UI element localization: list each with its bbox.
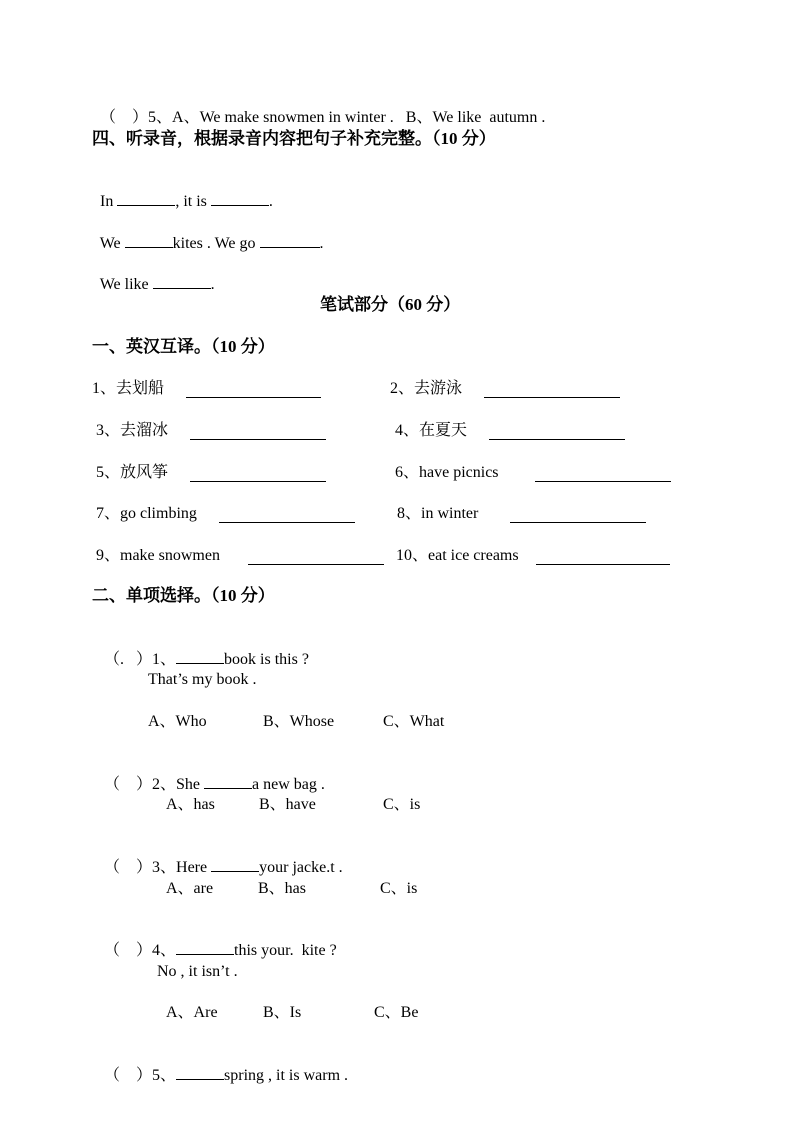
option-c: C、is (383, 796, 421, 813)
fill-line-2 (92, 213, 324, 254)
section-4-heading: 四、听录音，根据录音内容把句子补充完整。（10 分） (92, 129, 496, 148)
option-a: A、are (166, 880, 214, 897)
item-label: 6、have picnics (395, 464, 499, 481)
translate-item-1 (92, 379, 164, 399)
section-1-heading: 一、英汉互译。（10 分） (92, 337, 275, 356)
item-label: 5、放风筝 (96, 464, 169, 481)
answer-line[interactable] (248, 550, 384, 565)
option-b: B、Whose (263, 713, 335, 730)
blank[interactable] (176, 1065, 224, 1080)
choice-question-2 (96, 754, 325, 795)
answer-paren: （ ） (100, 109, 149, 126)
question-number: 1、 (152, 651, 177, 668)
blank[interactable] (153, 274, 211, 289)
choice-question-4 (96, 920, 337, 961)
translate-item-3 (96, 421, 168, 441)
question-1-response: That’s my book . (148, 671, 257, 688)
question-text: 2、She (152, 776, 205, 793)
answer-line[interactable] (510, 508, 646, 523)
choice-question-1 (96, 629, 309, 670)
answer-line[interactable] (190, 467, 326, 482)
fill-text: . (210, 276, 215, 293)
blank[interactable] (125, 233, 173, 248)
question-text: this your. kite ? (234, 942, 337, 959)
item-label: 8、in winter (397, 505, 479, 522)
fill-text: We (99, 235, 125, 252)
answer-line[interactable] (489, 425, 625, 440)
translate-item-8 (397, 504, 478, 524)
answer-line[interactable] (536, 550, 670, 565)
written-part-title: 笔试部分（60 分） (320, 295, 461, 314)
choice-question-3 (96, 837, 343, 878)
item-label: 7、go climbing (96, 505, 197, 522)
option-c: C、What (383, 713, 445, 730)
translate-item-9 (96, 546, 220, 566)
item-label: 2、去游泳 (390, 380, 463, 397)
answer-line[interactable] (484, 383, 620, 398)
answer-line[interactable] (535, 467, 671, 482)
translate-item-4 (395, 421, 467, 441)
question-4-response: No , it isn’t . (157, 963, 238, 980)
option-a: A、has (166, 796, 215, 813)
blank[interactable] (176, 940, 234, 955)
question-text: spring , it is warm . (224, 1067, 349, 1084)
option-c: C、Be (374, 1004, 419, 1021)
fill-text: . (268, 193, 273, 210)
question-text: a new bag . (252, 776, 325, 793)
translate-item-2 (390, 379, 462, 399)
fill-text: , it is (175, 193, 211, 210)
item-label: 1、去划船 (92, 380, 165, 397)
option-a: A、Are (166, 1004, 218, 1021)
question-number: 4、 (152, 942, 177, 959)
answer-paren: （ ） (104, 1067, 153, 1084)
option-b: B、has (258, 880, 307, 897)
option-a: A、Who (148, 713, 207, 730)
question-text: book is this ? (224, 651, 309, 668)
fill-text: In (100, 193, 118, 210)
answer-paren: （ ） (104, 859, 153, 876)
question-number: 5、 (152, 1067, 177, 1084)
blank[interactable] (117, 191, 175, 206)
choice-question-5 (96, 1045, 348, 1086)
fill-text: . (319, 235, 324, 252)
question-text: your jacke.t . (259, 859, 343, 876)
blank[interactable] (260, 233, 320, 248)
fill-text: We like (99, 276, 153, 293)
item-label: 3、去溜冰 (96, 422, 169, 439)
fill-line-1 (92, 171, 273, 212)
option-c: C、is (380, 880, 418, 897)
question-5-top (92, 88, 545, 128)
item-label: 9、make snowmen (96, 547, 220, 564)
translate-item-10 (396, 546, 519, 566)
translate-item-7 (96, 504, 197, 524)
answer-paren: （ ） (104, 776, 153, 793)
fill-line-3 (92, 254, 215, 295)
translate-item-5 (96, 463, 168, 483)
answer-paren: （ ） (104, 942, 153, 959)
answer-line[interactable] (186, 383, 321, 398)
question-text: 5、A、We make snowmen in winter . B、We like autumn . (148, 109, 546, 126)
blank[interactable] (204, 774, 252, 789)
blank[interactable] (211, 857, 259, 872)
fill-text: kites . We go (172, 235, 260, 252)
blank[interactable] (176, 649, 224, 664)
question-text: 3、Here (152, 859, 212, 876)
option-b: B、have (259, 796, 316, 813)
translate-item-6 (395, 463, 499, 483)
item-label: 10、eat ice creams (396, 547, 519, 564)
section-2-heading: 二、单项选择。（10 分） (92, 586, 275, 605)
option-b: B、Is (263, 1004, 302, 1021)
answer-line[interactable] (219, 508, 355, 523)
answer-paren: （. ） (104, 651, 153, 668)
answer-line[interactable] (190, 425, 326, 440)
item-label: 4、在夏天 (395, 422, 468, 439)
blank[interactable] (211, 191, 269, 206)
